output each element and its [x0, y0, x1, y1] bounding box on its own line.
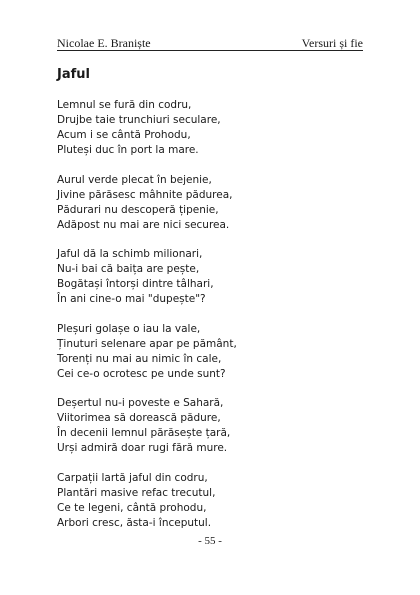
poem-line: Nu-i bai că baița are pește, — [57, 263, 200, 275]
poem-line: Pădurari nu descoperă țipenie, — [57, 203, 219, 216]
poem-line: Pluteși duc în port la mare. — [57, 144, 199, 156]
poem-line: Aurul verde plecat în bejenie, — [57, 173, 212, 186]
poem-line: Torenți nu mai au nimic în cale, — [57, 352, 222, 365]
poem-line: Arbori cresc, ăsta-i începutul. — [57, 516, 212, 529]
stanza — [57, 322, 377, 382]
poem-line: Drujbe taie trunchiuri seculare, — [57, 114, 221, 126]
poem-line: În ani cine-o mai "dupește"? — [57, 293, 206, 305]
poem-line: Ce te legeni, cântă prohodu, — [57, 501, 207, 514]
poem-line: Deșertul nu-i poveste e Sahară, — [57, 397, 224, 409]
poem-line: Pleșuri golașe o iau la vale, — [57, 322, 201, 335]
poem-line: În decenii lemnul părăsește țară, — [57, 427, 231, 439]
poem-line: Adăpost nu mai are nici securea. — [57, 218, 230, 231]
header-author: Nicolae E. Braniște — [57, 36, 151, 50]
stanza — [57, 247, 377, 307]
poem-body — [57, 98, 377, 545]
running-header — [57, 36, 363, 51]
header-book-title: Versuri și fie — [301, 36, 363, 50]
poem-line: Urși admiră doar rugi fără mure. — [57, 442, 228, 454]
poem-line: Cei ce-o ocrotesc pe unde sunt? — [57, 367, 226, 380]
poem-line: Jivine părăsesc mâhnite pădurea, — [57, 188, 233, 201]
poem-line: Plantări masive refac trecutul, — [57, 486, 216, 499]
poem-line: Jaful dă la schimb milionari, — [57, 248, 203, 260]
poem-title: Jaful — [57, 67, 90, 82]
poem-line: Acum i se cântă Prohodu, — [57, 129, 191, 141]
stanza — [57, 471, 377, 531]
poem-line: Viitorimea să dorească pădure, — [57, 412, 221, 424]
poem-line: Ținuturi selenare apar pe pământ, — [57, 337, 237, 350]
stanza — [57, 396, 377, 456]
stanza — [57, 98, 377, 158]
stanza — [57, 173, 377, 233]
page-number: - 55 - — [198, 535, 222, 547]
poem-line: Bogătași întorși dintre tâlhari, — [57, 278, 214, 290]
poem-line: Carpații lartă jaful din codru, — [57, 471, 208, 484]
poem-line: Lemnul se fură din codru, — [57, 99, 192, 111]
